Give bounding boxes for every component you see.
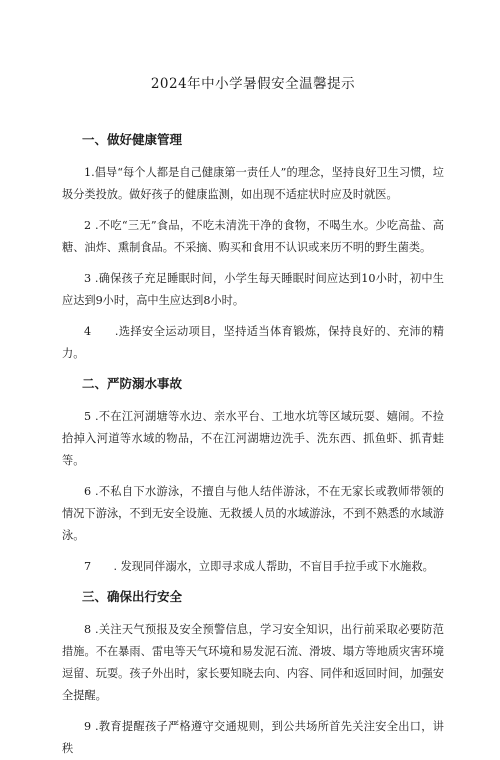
paragraph: 3 .确保孩子充足睡眠时间，小学生每天睡眠时间应达到10小时，初中生应达到9小时，高中生应达到8小时。 — [62, 272, 444, 307]
paragraph: 2 .不吃“三无”食品，不吃未清洗干净的食物，不喝生水。少吃高盐、高糖、油炸、熏制食品。不采摘、购买和食用不认识或来历不明的野生菌类。 — [62, 219, 444, 254]
section-heading: 一、做好健康管理 — [82, 132, 183, 147]
paragraph: 5 .不在江河湖塘等水边、亲水平台、工地水坑等区域玩耍、嬉闹。不捡拾掉入河道等水域的物品，不在江河湖塘边洗手、洗东西、抓鱼虾、抓青蛙等。 — [62, 410, 444, 467]
paragraph: 8 .关注天气预报及安全预警信息，学习安全知识，出行前采取必要防范措施。不在暴雨、雷电等天气环境和易发泥石流、滑坡、塌方等地质灾害环境逗留、玩耍。孩子外出时，家长要知晓去向、内容、同伴和返回时间，加强安全提醒。 — [62, 623, 444, 702]
paragraph: 4 .选择安全运动项目，坚持适当体育锻炼，保持良好的、充沛的精力。 — [62, 325, 444, 360]
paragraph: 6 .不私自下水游泳，不擅自与他人结伴游泳，不在无家长或教师带领的情况下游泳，不到无安全设施、无救援人员的水域游泳，不到不熟悉的水域游泳。 — [62, 485, 444, 542]
section-drowning — [62, 374, 444, 578]
section-health — [62, 130, 444, 365]
paragraph: 1.倡导“每个人都是自己健康第一责任人”的理念，坚持良好卫生习惯，垃圾分类投放。做好孩子的健康监测，如出现不适症状时应及时就医。 — [62, 166, 444, 201]
document-title: 2024年中小学暑假安全温馨提示 — [150, 76, 356, 92]
section-heading: 三、确保出行安全 — [82, 589, 183, 604]
paragraph: 9 .教育提醒孩子严格遵守交通规则，到公共场所首先关注安全出口，讲秩 — [62, 720, 444, 755]
paragraph: 7 . 发现同伴溺水，立即寻求成人帮助，不盲目手拉手或下水施救。 — [84, 560, 434, 573]
section-travel — [62, 587, 444, 760]
section-heading: 二、严防溺水事故 — [82, 376, 183, 391]
